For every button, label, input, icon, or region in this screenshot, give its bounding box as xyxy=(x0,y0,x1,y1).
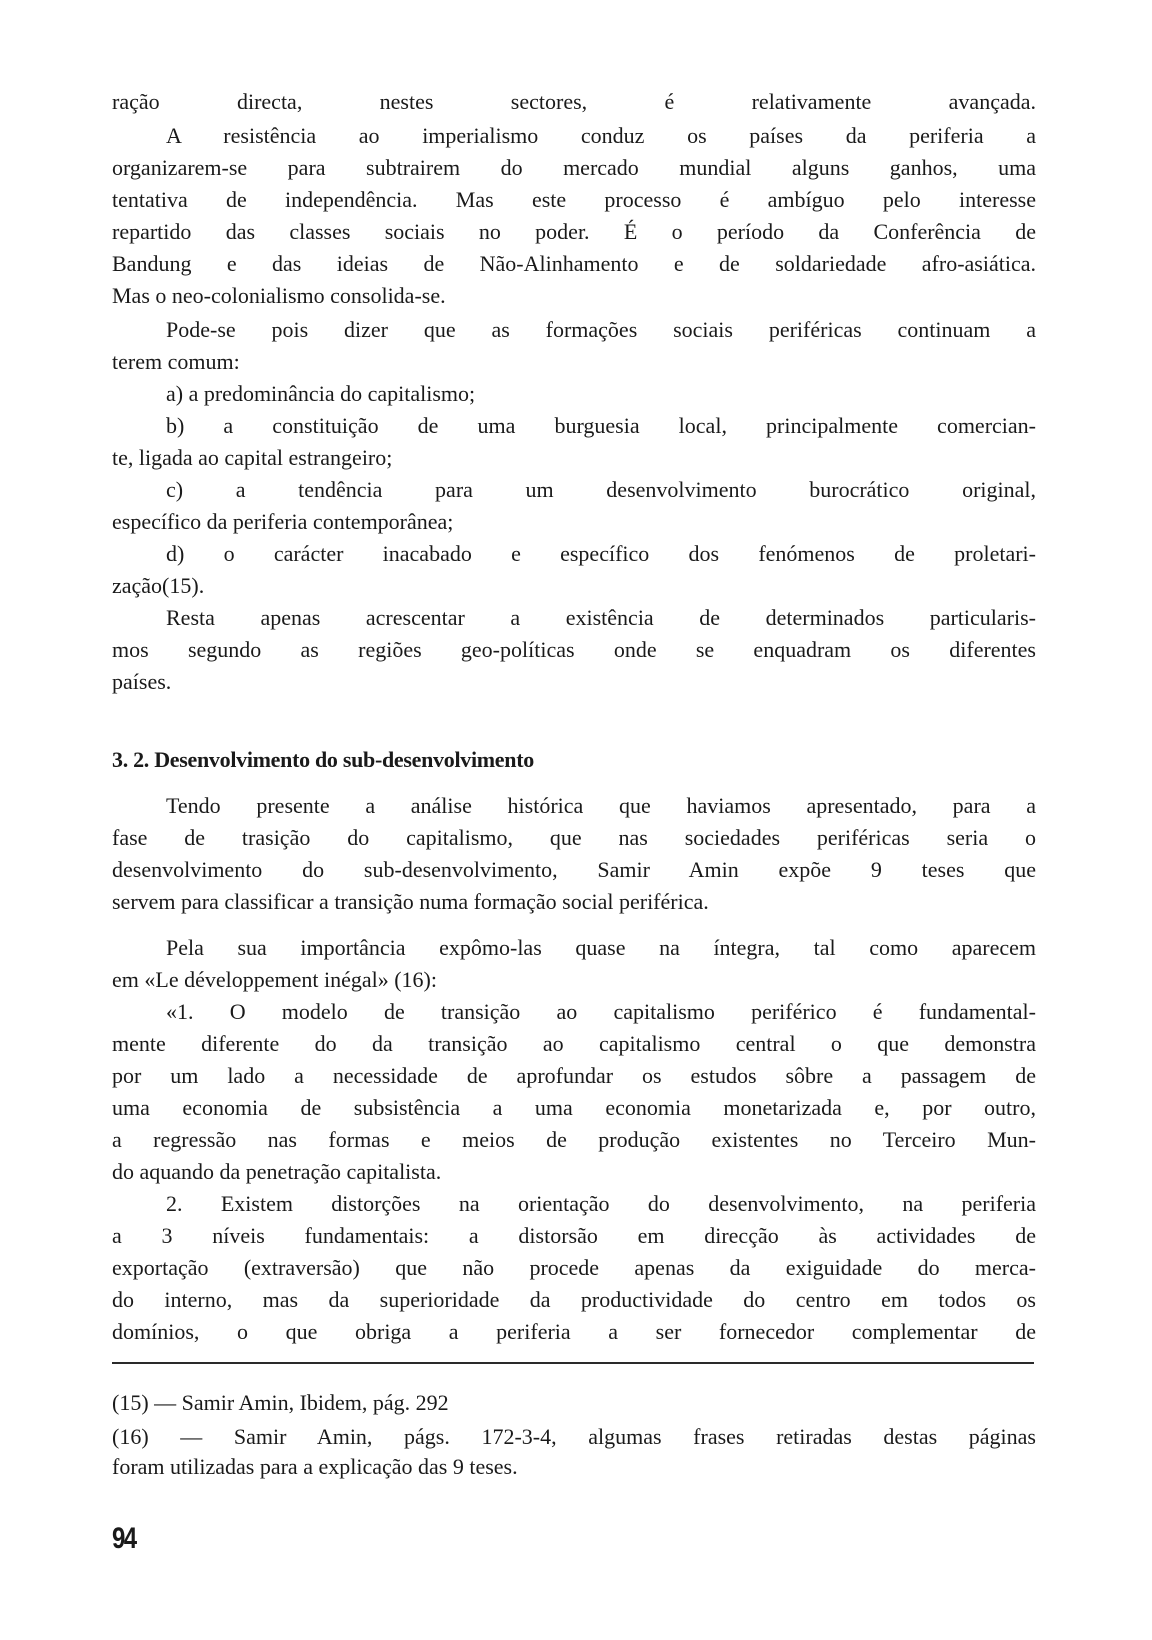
text-line: Tendo presente a análise histórica que haviamos apresentado, para a xyxy=(166,793,1036,818)
text-line: repartido das classes sociais no poder. É o período da Conferência de xyxy=(112,219,1036,244)
text-line: exportação (extraversão) que não procede apenas da exiguidade do merca- xyxy=(112,1255,1036,1280)
paragraph-tese-1 xyxy=(112,996,1036,1188)
section-heading: 3. 2. Desenvolvimento do sub-desenvolvimento xyxy=(112,747,534,772)
text-line: Bandung e das ideias de Não-Alinhamento e de soldariedade afro-asiática. xyxy=(112,251,1036,276)
text-line: a regressão nas formas e meios de produção existentes no Terceiro Mun- xyxy=(112,1127,1036,1152)
text-line: organizarem-se para subtrairem do mercado mundial alguns ganhos, uma xyxy=(112,155,1036,180)
list-item-b: b) a constituição de uma burguesia local, principalmente comercian- xyxy=(166,413,1036,438)
text-line: mos segundo as regiões geo-políticas onde se enquadram os diferentes xyxy=(112,637,1036,662)
text-line: do aquando da penetração capitalista. xyxy=(112,1159,442,1184)
text-line: específico da periferia contemporânea; xyxy=(112,509,454,534)
paragraph-resta xyxy=(112,602,1036,698)
text-line: 2. Existem distorções na orientação do desenvolvimento, na periferia xyxy=(166,1191,1036,1216)
list-item-c: c) a tendência para um desenvolvimento burocrático original, xyxy=(166,477,1036,502)
text-line: desenvolvimento do sub-desenvolvimento, Samir Amin expõe 9 teses que xyxy=(112,857,1036,882)
paragraph-tese-2 xyxy=(112,1188,1036,1348)
text-line: a 3 níveis fundamentais: a distorsão em direcção às actividades de xyxy=(112,1223,1036,1248)
paragraph-tendo xyxy=(112,790,1036,918)
text-line: por um lado a necessidade de aprofundar os estudos sôbre a passagem de xyxy=(112,1063,1036,1088)
text-line: fase de trasição do capitalismo, que nas sociedades periféricas seria o xyxy=(112,825,1036,850)
text-line: tentativa de independência. Mas este processo é ambíguo pelo interesse xyxy=(112,187,1036,212)
text-line: países. xyxy=(112,669,172,694)
list-item-a: a) a predominância do capitalismo; xyxy=(166,381,476,406)
text-line: A resistência ao imperialismo conduz os países da periferia a xyxy=(166,123,1036,148)
text-line: uma economia de subsistência a uma economia monetarizada e, por outro, xyxy=(112,1095,1036,1120)
list-item-d: d) o carácter inacabado e específico dos fenómenos de proletari- xyxy=(166,541,1036,566)
text-line: ração directa, nestes sectores, é relativamente avançada. xyxy=(112,89,1036,114)
text-line: do interno, mas da superioridade da productividade do centro em todos os xyxy=(112,1287,1036,1312)
footnote-divider xyxy=(112,1362,1034,1364)
footnote-16-line-1: (16) — Samir Amin, págs. 172-3-4, algumas frases retiradas destas páginas xyxy=(112,1424,1036,1449)
paragraph-pela xyxy=(112,932,1036,996)
text-line: «1. O modelo de transição ao capitalismo periférico é fundamental- xyxy=(166,999,1036,1024)
book-page xyxy=(112,86,1036,1480)
text-line: terem comum: xyxy=(112,349,240,374)
text-line: zação(15). xyxy=(112,573,205,598)
page-number: 94 xyxy=(112,1522,136,1555)
footnote-16-line-2: foram utilizadas para a explicação das 9 teses. xyxy=(112,1454,518,1479)
text-line: Mas o neo-colonialismo consolida-se. xyxy=(112,283,446,308)
text-line: Pode-se pois dizer que as formações sociais periféricas continuam a xyxy=(166,317,1036,342)
text-line: te, ligada ao capital estrangeiro; xyxy=(112,445,393,470)
text-line: Pela sua importância expômo-las quase na íntegra, tal como aparecem xyxy=(166,935,1036,960)
footnote-15: (15) — Samir Amin, Ibidem, pág. 292 xyxy=(112,1390,449,1415)
text-line: em «Le développement inégal» (16): xyxy=(112,967,437,992)
text-line: mente diferente do da transição ao capitalismo central o que demonstra xyxy=(112,1031,1036,1056)
text-line: Resta apenas acrescentar a existência de determinados particularis- xyxy=(166,605,1036,630)
text-line: domínios, o que obriga a periferia a ser fornecedor complementar de xyxy=(112,1319,1036,1344)
paragraph-formacoes xyxy=(112,314,1036,602)
paragraph-intro xyxy=(112,86,1036,312)
text-line: servem para classificar a transição numa formação social periférica. xyxy=(112,889,709,914)
footnotes xyxy=(112,1386,1036,1480)
